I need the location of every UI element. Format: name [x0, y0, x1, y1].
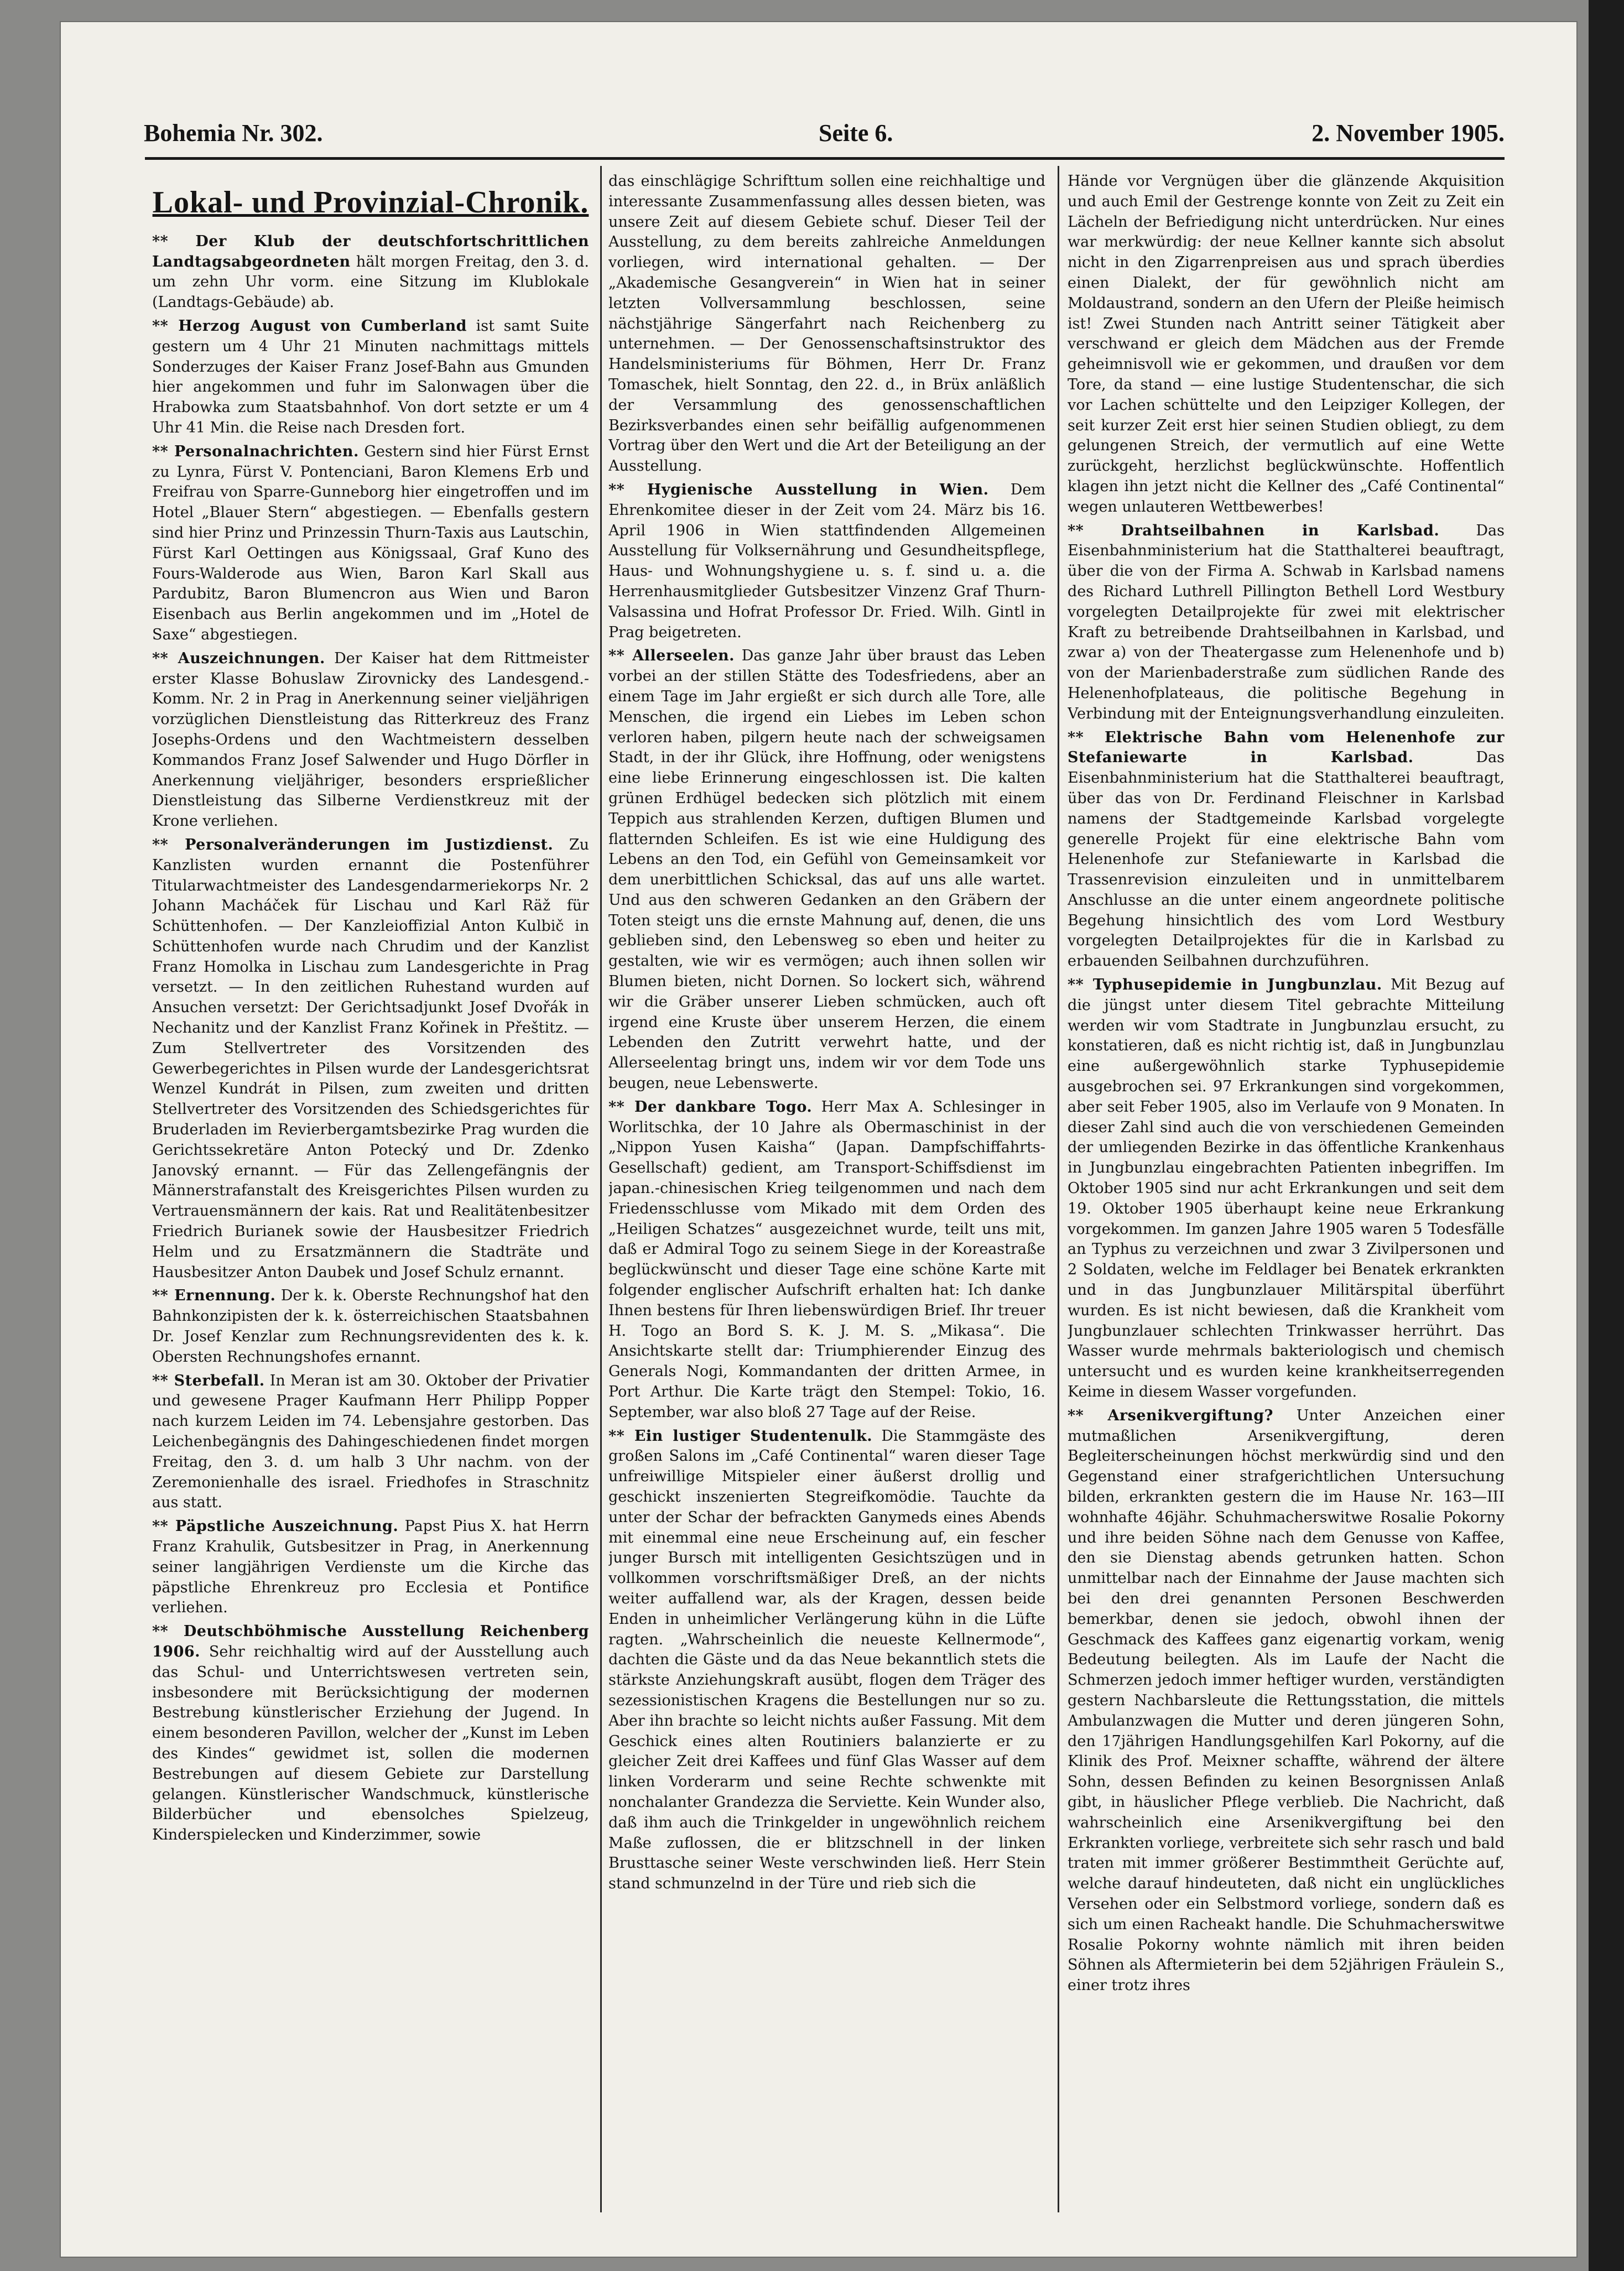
- article-headline: ** Typhusepidemie in Jungbunzlau.: [1068, 976, 1382, 994]
- article: [608, 480, 1045, 643]
- article-body: ist samt Suite gestern um 4 Uhr 21 Minuten nachmittags mittels Sonderzuges der Kaiser Franz Josef-Bahn aus Gmunden hier angekommen und fuhr im Salonwagen über die Hrabowka zum Staatsbahnhof. Von dort setzte er um 4 Uhr 41 Min. die Reise nach Dresden fort.: [152, 317, 589, 436]
- article: [608, 646, 1045, 1094]
- article-headline: ** Der dankbare Togo.: [608, 1098, 813, 1116]
- article-body: Herr Max A. Schlesinger in Worlitschka, der 10 Jahre als Obermaschinist in der „Nippon Yusen Kaisha“ (Japan. Dampfschiffahrts-Gesellschaft) gedient, am Transport-Schiffsdienst im japan.-chinesischen Krieg teilgenommen und nach dem Friedensschlusse vom Mikado mit dem Orden des „Heiligen Schatzes“ ausgezeichnet wurde, teilt uns mit, daß er Admiral Togo zu seinem Siege in der Koreastraße beglückwünscht und dieser Tage eine schöne Karte mit folgender englischer Aufschrift erhalten hat: Ich danke Ihnen bestens für Ihren liebenswürdigen Brief. Ihr treuer H. Togo an Bord S. K. J. M. S. „Mikasa“. Die Ansichtskarte stellt dar: Triumphierender Einzug des Generals Nogi, Kommandanten der dritten Armee, in Port Arthur. Die Karte trägt den Stempel: Tokio, 16. September, war also bloß 27 Tage auf der Reise.: [608, 1098, 1045, 1421]
- page-header: [89, 119, 1505, 158]
- article: [152, 232, 589, 313]
- article-body: Der k. k. Oberste Rechnungshof hat den Bahnkonzipisten der k. k. österreichischen Staatsbahnen Dr. Josef Kenzlar zum Rechnungsrevidenten des k. k. Obersten Rechnungshofes ernannt.: [152, 1287, 589, 1366]
- issue-date: 2. November 1905.: [1311, 119, 1505, 147]
- column-1: [152, 171, 589, 2218]
- header-rule: [145, 157, 1505, 160]
- article: [1068, 171, 1505, 518]
- article-headline: ** Auszeichnungen.: [152, 649, 325, 667]
- article: [152, 316, 589, 439]
- article-body: Mit Bezug auf die jüngst unter diesem Titel gebrachte Mitteilung werden wir vom Stadtrate in Jungbunzlau ersucht, zu konstatieren, daß es nicht richtig ist, daß in Jungbunzlau eine außergewöhnlich starke Typhusepidemie ausgebrochen sei. 97 Erkrankungen sind vorgekommen, aber seit Feber 1905, also im Verlaufe von 9 Monaten. In dieser Zahl sind auch die von verschiedenen Gemeinden der umliegenden Bezirke in das öffentliche Krankenhaus in Jungbunzlau eingebrachten Patienten inbegriffen. Im Oktober 1905 sind nur acht Erkrankungen und seit dem 19. Oktober 1905 überhaupt keine neue Erkrankung vorgekommen. Im ganzen Jahre 1905 waren 5 Todesfälle an Typhus zu verzeichnen und zwar 3 Zivilpersonen und 2 Soldaten, welche im Feldlager bei Benatek erkrankten und in das Jungbunzlauer Militärspital überführt wurden. Es ist nicht bewiesen, daß die Krankheit vom Jungbunzlauer schlechten Trinkwasser herrührt. Das Wasser wurde mehrmals bakteriologisch und chemisch untersucht und es wurden keine krankheitserregenden Keime in diesem Wasser vorgefunden.: [1068, 976, 1505, 1401]
- column-divider: [1058, 166, 1059, 2212]
- article: [1068, 728, 1505, 972]
- article-headline: ** Ein lustiger Studentenulk.: [608, 1427, 873, 1445]
- article-body: Gestern sind hier Fürst Ernst zu Lynra, Fürst V. Pontenciani, Baron Klemens Erb und Freifrau von Sparre-Gunneborg hier eingetroffen und im Hotel „Blauer Stern“ abgestiegen. — Ebenfalls gestern sind hier Prinz und Prinzessin Thurn-Taxis aus Lautschin, Fürst Karl Oettingen aus Königssaal, Graf Kuno des Fours-Walderode aus Wien, Baron Karl Skall aus Pardubitz, Baron Blumencron aus Wien und Baron Eisenbach aus Berlin angekommen und im „Hotel de Saxe“ abgestiegen.: [152, 442, 589, 643]
- column-2: [608, 171, 1045, 2218]
- article-body: Das Eisenbahnministerium hat die Statthalterei beauftragt, über das von Dr. Ferdinand Fleischner in Karlsbad namens der Stadtgemeinde Karlsbad vorgelegte generelle Projekt für eine elektrische Bahn vom Helenenhofe zur Stefaniewarte in Karlsbad die Trassenrevision einzuleiten und in unmittelbarem Anschlusse an die unter einem angeordnete politische Begehung hinsichtlich des vom Lord Westbury vorgelegten Detailprojektes für die in Karlsbad zu erbauenden Seilbahnen durchzuführen.: [1068, 749, 1505, 970]
- article-headline: ** Personalveränderungen im Justizdienst.: [152, 836, 554, 853]
- article-body: Das ganze Jahr über braust das Leben vorbei an der stillen Stätte des Todesfriedens, aber an einem Tage im Jahr ergießt er sich durch alle Tore, alle Menschen, die irgend ein Liebes im Leben schon verloren haben, pilgern heute nach der schweigsamen Stadt, in der ihr Glück, ihre Hoffnung, oder wenigstens eine liebe Erinnerung eingeschlossen ist. Die kalten grünen Erdhügel bedecken sich plötzlich mit einem Teppich aus strahlenden Kerzen, duftigen Blumen und flatternden Schleifen. Es ist wie eine Huldigung des Lebens an den Tod, ein Gefühl von Gemeinsamkeit vor dem unerbittlichen Schicksal, das auf uns alle wartet. Und aus den schweren Gedanken an den Gräbern der Toten steigt uns die ernste Mahnung auf, denen, die uns geblieben sind, den Lebensweg so eben und heiter zu gestalten, wie wir es vermögen; auch ihnen sollen wir Blumen bieten, nicht Dornen. So lockert sich, während wir die Gräber unserer Lieben schmücken, auch oft irgend eine Kruste über unserem Herzen, die einem Lebenden den Zutritt verwehrt hatte, und der Allerseelentag bringt uns, indem wir vor dem Tode uns beugen, neue Lebenswerte.: [608, 647, 1045, 1092]
- article: [152, 835, 589, 1283]
- article-headline: ** Der Klub der deutschfortschrittlichen Landtagsabgeordneten: [152, 232, 589, 270]
- article: [152, 1622, 589, 1846]
- article-body: Das Eisenbahnministerium hat die Statthalterei beauftragt, über die von der Firma A. Schwab in Karlsbad namens des Richard Luthrell Pillington Bethell Lord Westbury vorgelegten Detailprojekte für zwei mit elektrischer Kraft zu betreibende Drahtseilbahnen in Karlsbad, und zwar a) von der Theatergasse zum Helenenhofe und b) von der Marienbaderstraße zum südlichen Rande des Helenenhofplateaus, die politische Begehung in Verbindung mit der Enteignungsverhandlung einzuleiten.: [1068, 522, 1505, 722]
- article-headline: ** Elektrische Bahn vom Helenenhofe zur Stefaniewarte in Karlsbad.: [1068, 728, 1505, 767]
- article-body: Zu Kanzlisten wurden ernannt die Postenführer Titularwachtmeister des Landesgendarmeriekorps Nr. 2 Johann Macháček für Lischau und Karl Räž für Schüttenhofen. — Der Kanzleioffizial Anton Kulbič in Schüttenhofen wurde nach Chrudim und der Kanzlist Franz Homolka in Lischau zum Landesgerichte in Prag versetzt. — In den zeitlichen Ruhestand wurden auf Ansuchen versetzt: Der Gerichtsadjunkt Josef Dvořák in Nechanitz und der Kanzlist Franz Kořinek in Přeštitz. — Zum Stellvertreter des Vorsitzenden des Gewerbegerichtes in Pilsen wurde der Landesgerichtsrat Wenzel Kundrát in Pilsen, zum zweiten und dritten Stellvertreter des Vorsitzenden des Schiedsgerichtes für Bruderladen im Revierbergamtsbezirke Prag wurden die Gerichtssekretäre Anton Potecký und Dr. Zdenko Janovský ernannt. — Für das Zellengefängnis der Männerstrafanstalt des Kreisgerichtes Pilsen wurden zu Vertrauensmännern der kais. Rat und Realitätenbesitzer Friedrich Burianek sowie der Hausbesitzer Friedrich Helm und zu Ersatzmännern die Stadträte und Hausbesitzer Anton Daubek und Josef Schulz ernannt.: [152, 836, 589, 1281]
- article-body: Dem Ehrenkomitee dieser in der Zeit vom 24. März bis 16. April 1906 in Wien stattfindenden Allgemeinen Ausstellung für Volksernährung und Gesundheitspflege, Haus- und Wohnungshygiene u. s. f. sind u. a. die Herrenhausmitglieder Gutsbesitzer Vinzenz Graf Thurn-Valsassina und Hofrat Professor Dr. Fried. Wilh. Gintl in Prag beigetreten.: [608, 481, 1045, 641]
- article-headline: ** Allerseelen.: [608, 647, 735, 665]
- article: [1068, 975, 1505, 1403]
- page-number: Seite 6.: [819, 119, 893, 147]
- article-body: In Meran ist am 30. Oktober der Privatier und gewesene Prager Kaufmann Herr Philipp Popper nach kurzem Leiden im 74. Lebensjahre gestorben. Das Leichenbegängnis des Dahingeschiedenen findet morgen Freitag, den 3. d. um halb 3 Uhr nachm. von der Zeremonienhalle des israel. Friedhofes in Straschnitz aus statt.: [152, 1372, 589, 1512]
- article: [608, 171, 1045, 477]
- article-headline: ** Päpstliche Auszeichnung.: [152, 1518, 399, 1535]
- article-headline: ** Sterbefall.: [152, 1372, 265, 1389]
- article-body: Sehr reichhaltig wird auf der Ausstellung auch das Schul- und Unterrichtswesen vertreten sein, insbesondere mit Berücksichtigung der modernen Bestrebung künstlerischer Erziehung der Jugend. In einem besonderen Pavillon, welcher der „Kunst im Leben des Kindes“ gewidmet ist, sollen die modernen Bestrebungen auf diesem Gebiete zur Darstellung gelangen. Künstlerischer Wandschmuck, künstlerische Bilderbücher und ebensolches Spielzeug, Kinderspielecken und Kinderzimmer, sowie: [152, 1643, 589, 1844]
- article: [608, 1097, 1045, 1423]
- article: [152, 649, 589, 832]
- article: [1068, 1406, 1505, 1996]
- section-title: Lokal- und Provinzial-Chronik.: [152, 185, 589, 220]
- article-body: Unter Anzeichen einer mutmaßlichen Arsenikvergiftung, deren Begleiterscheinungen höchst merkwürdig sind und den Gegenstand einer strafgerichtlichen Untersuchung bilden, erkrankten gestern die im Hause Nr. 163—III wohnhafte 46jähr. Schuhmacherswitwe Rosalie Pokorny und ihre beiden Söhne nach dem Genusse von Kaffee, den sie Dienstag abends getrunken hatten. Schon unmittelbar nach der Einnahme der Jause machten sich bei den drei genannten Personen Beschwerden bemerkbar, denen sie jedoch, obwohl ihnen der Geschmack des Kaffees ganz eigenartig vorkam, wenig Bedeutung beilegten. Als im Laufe der Nacht die Schmerzen jedoch immer heftiger wurden, verständigten gestern Nachbarsleute die Rettungsstation, die mittels Ambulanzwagen die Mutter und deren jüngeren Sohn, den 17jährigen Handlungsgehilfen Karl Pokorny, auf die Klinik des Prof. Meixner schaffte, während der ältere Sohn, dessen Befinden zu keinen Besorgnissen Anlaß gibt, in häuslicher Pflege verblieb. Die Nachricht, daß wahrscheinlich eine Arsenikvergiftung bei den Erkrankten vorliege, verbreitete sich sehr rasch und bald traten mit immer größerer Bestimmtheit Gerüchte auf, welche darauf hindeuteten, daß nicht ein unglückliches Versehen oder ein Selbstmord vorliege, sondern daß es sich um einen Racheakt handle. Die Schuhmacherswitwe Rosalie Pokorny wohnte nämlich mit ihren beiden Söhnen als Aftermieterin bei dem 52jährigen Fräulein S., einer trotz ihres: [1068, 1407, 1505, 1994]
- article-headline: ** Drahtseilbahnen in Karlsbad.: [1068, 522, 1440, 539]
- article: [152, 1517, 589, 1618]
- scan-edge: [1589, 0, 1624, 2271]
- column-divider: [600, 166, 602, 2212]
- column-3: [1068, 171, 1505, 2218]
- article-body: hält morgen Freitag, den 3. d. um zehn Uhr vorm. eine Sitzung im Klublokale (Landtags-Gebäude) ab.: [152, 253, 589, 311]
- article: [608, 1426, 1045, 1894]
- article-headline: ** Arsenikvergiftung?: [1068, 1407, 1273, 1424]
- issue-number: Bohemia Nr. 302.: [144, 119, 323, 147]
- article-headline: ** Deutschböhmische Ausstellung Reichenberg 1906.: [152, 1623, 589, 1660]
- article-body: das einschlägige Schrifttum sollen eine reichhaltige und interessante Zusammenfassung alles dessen bieten, was unsere Zeit auf diesem Gebiete schuf. Dieser Teil der Ausstellung, zu dem bereits zahlreiche Anmeldungen vorliegen, wird international gehalten. — Der „Akademische Gesangverein“ in Wien hat in seiner letzten Vollversammlung beschlossen, seine nächstjährige Sängerfahrt nach Reichenberg zu unternehmen. — Der Genossenschaftsinstruktor des Handelsministeriums für Böhmen, Herr Dr. Franz Tomaschek, hielt Sonntag, den 22. d., in Brüx anläßlich der Versammlung des genossenschaftlichen Bezirksverbandes einen sehr beifällig aufgenommenen Vortrag über den Wert und die Art der Beteiligung an der Ausstellung.: [608, 173, 1045, 475]
- article-body: Die Stammgäste des großen Salons im „Café Continental“ waren dieser Tage unfreiwillige Mitspieler einer äußerst drollig und geschickt inszenierten Stegreifkomödie. Tauchte da unter der Schar der befrackten Ganymeds eines Abends mit einemmal eine neue Erscheinung auf, ein fescher junger Bursch mit intelligenten Gesichtszügen und in vollkommen vorschriftsmäßiger Dreß, an der nichts weiter auffallend war, als der Kragen, dessen beide Enden in unheimlicher Verlängerung kühn in die Lüfte ragten. „Wahrscheinlich die neueste Kellnermode“, dachten die Gäste und da das Neue bekanntlich stets die stärkste Anziehungskraft ausübt, flogen dem Träger des sezessionistischen Kragens die Bestellungen nur so zu. Aber ihn brachte so leicht nichts außer Fassung. Mit dem Geschick eines alten Routiniers balanzierte er zu gleicher Zeit drei Kaffees und fünf Glas Wasser auf dem linken Vorderarm und seine Rechte schwenkte mit nonchalanter Grandezza die Serviette. Kein Wunder also, daß ihm auch die Trinkgelder in ungewöhnlich reichem Maße zuflossen, die er blitzschnell in der linken Brusttasche seiner Weste verschwinden ließ. Herr Stein stand schmunzelnd in der Türe und rieb sich die: [608, 1427, 1045, 1893]
- article: [1068, 521, 1505, 725]
- article-headline: ** Personalnachrichten.: [152, 442, 359, 460]
- article-body: Der Kaiser hat dem Rittmeister erster Klasse Bohuslaw Zirovnicky des Landesgend.-Komm. Nr. 2 in Prag in Anerkennung seiner vieljährigen vorzüglichen Dienstleistung das Ritterkreuz des Franz Josephs-Ordens und den Wachtmeistern desselben Kommandos Franz Josef Salwender und Hugo Dörfler in Anerkennung vieljähriger, besonders ersprießlicher Dienstleistung das Silberne Verdienstkreuz mit der Krone verliehen.: [152, 649, 589, 830]
- article: [152, 1286, 589, 1367]
- article-headline: ** Herzog August von Cumberland: [152, 317, 467, 335]
- article-headline: ** Ernennung.: [152, 1287, 276, 1305]
- article-body: Hände vor Vergnügen über die glänzende Akquisition und auch Emil der Gestrenge konnte von Zeit zu Zeit ein Lächeln der Befriedigung nicht unterdrücken. Nur eines war merkwürdig: der neue Kellner kannte sich absolut nicht in den Zigarrenpreisen aus und sprach überdies einen Dialekt, der für gewöhnlich nicht am Moldaustrand, sondern an den Ufern der Pleiße heimisch ist! Zwei Stunden nach Antritt seiner Tätigkeit aber verschwand er gleich dem Mädchen aus der Fremde geheimnisvoll wie er gekommen, und draußen vor dem Tore, da stand — eine lustige Studentenschar, die sich vor Lachen schüttelte und den Leipziger Kollegen, der seit kurzer Zeit erst hier seinen Studien obliegt, zu dem gelungenen Streich, der vermutlich auf eine Wette zurückgeht, herzlichst beglückwünschte. Hoffentlich klagen ihn jetzt nicht die Kellner des „Café Continental“ wegen unlauteren Wettbewerbes!: [1068, 173, 1505, 515]
- article: [152, 442, 589, 645]
- article-headline: ** Hygienische Ausstellung in Wien.: [608, 481, 989, 498]
- article-body: Papst Pius X. hat Herrn Franz Krahulik, Gutsbesitzer in Prag, in Anerkennung seiner langjährigen Verdienste um die Kirche das päpstliche Ehrenkreuz pro Ecclesia et Pontifice verliehen.: [152, 1518, 589, 1617]
- article: [152, 1371, 589, 1514]
